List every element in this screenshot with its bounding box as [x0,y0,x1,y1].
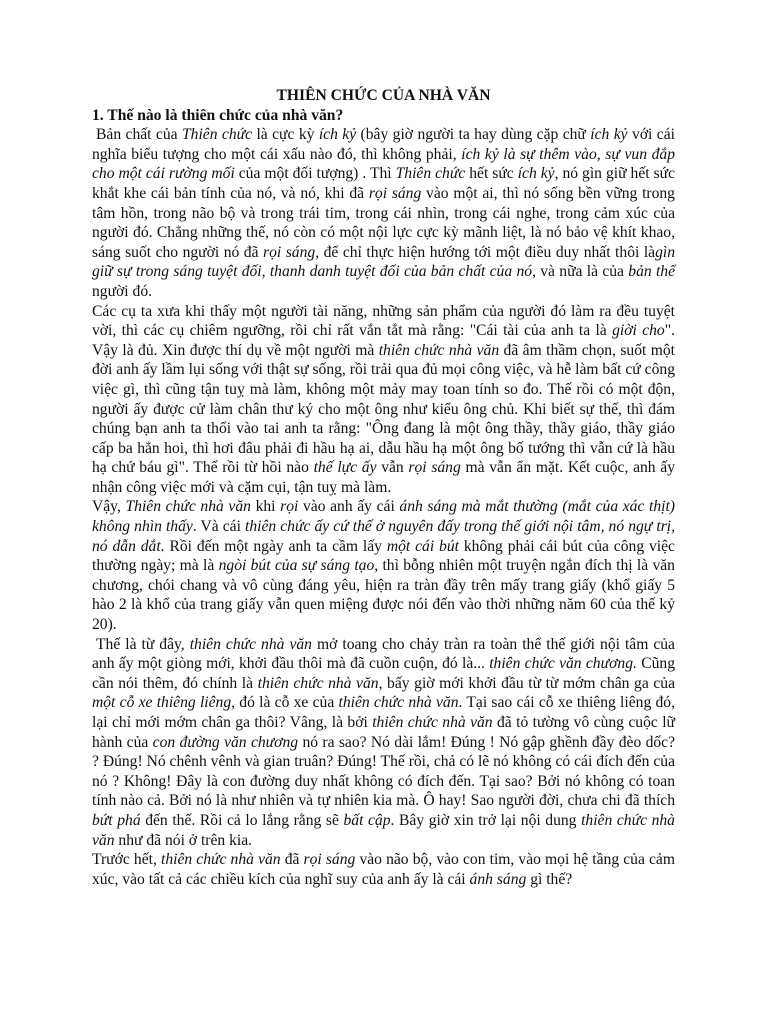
italic-run: ánh sáng [469,870,527,888]
paragraph [92,125,675,301]
text-run: là cực kỳ [252,126,319,144]
document-title: THIÊN CHỨC CỦA NHÀ VĂN [276,87,491,104]
text-run: , để chỉ thực hiện hướng tới một điều duy nhất thôi là [315,243,656,261]
text-run: khi [250,498,281,516]
text-run: Vậy, [92,498,126,516]
text-run: gì thế? [526,870,573,888]
text-run: đã tỏ tường vô cùng cuộc lữ hành của [92,714,675,751]
italic-run: một cỗ xe thiêng liêng [92,694,232,712]
italic-run: thiên chức nhà văn [92,811,675,849]
text-run: Thế là từ đây, [96,635,190,653]
italic-run: ngòi bút của sự sáng tạo [218,557,375,575]
text-run: , đó là cỗ xe của [231,694,339,712]
italic-run: ích kỷ [318,126,357,144]
italic-run: thiên chức văn chương. [489,655,637,673]
text-run: ". Vậy là đủ. Xin được thí dụ về một người mà [92,322,675,359]
text-run: với cái nghĩa biểu tượng cho một cái xấu nào đó, thì không phải, [92,126,675,163]
italic-run: rọi [280,498,299,516]
italic-run: thiên chức nhà văn [189,635,312,653]
italic-run: Thiên chức [395,165,466,183]
italic-run: rọi sáng [303,851,356,869]
text-run: Trước hết, [92,851,161,869]
italic-run: ích kỷ là sự thêm vào, sự vun đắp cho một cái rường mối [92,145,675,183]
text-run: (bây giờ người ta hay dùng cặp chữ [356,126,591,144]
text-run: , nó gìn giữ hết sức khắt khe cái bản tính của nó, và nó, khi đã [92,165,676,202]
italic-run: con đường văn chương [152,733,299,751]
italic-run: rọi sáng [263,243,316,261]
italic-run: bứt phá [92,811,141,829]
text-run: đã [280,851,304,869]
text-run: vào não bộ, vào con tim, vào mọi hệ tầng của cảm xúc, vào tất cả các chiều kích của nghĩ suy của anh ấy là cái [92,851,675,888]
italic-run: thiên chức nhà văn [372,714,493,731]
italic-run: thế lực ấy [313,459,377,477]
text-run: Cũng cần nói thêm, đó chính là [92,655,675,692]
text-run: , bấy giờ mới khởi đầu từ từ mớm chân ga của [378,674,675,692]
document-body [92,86,675,889]
text-run: vào anh ấy cái [298,498,400,516]
italic-run: rọi sáng [368,184,422,202]
text-run: mở toang cho chảy tràn ra toàn thể thế giới nội tâm của anh ấy một giòng mới, khởi đầu thôi mà đã cuồn cuộn, đó là... [92,635,675,673]
italic-run: thiên chức nhà văn [378,341,500,359]
text-run: vào một ai, thì nó sống bền vững trong tâm hồn, trong não bộ và trong trái tim, trong cái nhìn, trong cái nghe, trong cảm xúc của người đó. Chẳng những thế, nó còn có một nội lực cực kỳ mãnh liệt, là nó bảo vệ khít khao, sáng suốt cho người nó đã [92,184,675,261]
section-heading: 1. Thế nào là thiên chức của nhà văn? [92,106,344,124]
italic-run: bất cập [343,811,391,829]
paragraph [92,850,675,889]
paragraph [92,302,675,498]
italic-run: Thiên chức [181,126,253,144]
text-run: đã âm thầm chọn, suốt một đời anh ấy lầm lụi sống với thật sự sống, rồi trải qua đủ mọi công việc, và hễ làm bất cứ công việc gì, thì cũng tận tuỵ mà làm, không một mảy may toan tính so đo. Thế rồi có một độn, người ấy được cử làm chân thư ký cho một ông như kiểu ông chủ. Khi biết sự thế, thì đám chúng bạn anh ta thổi vào tai anh ta rằng: "Ông đang là một ông thầy, thầy giáo, thầy giáo cấp ba hẳn hoi, thì hơi đâu phải đi hầu hạ ai, dẫu hầu hạ một ông bố tướng thì vẫn cứ là hầu hạ chứ báu gì". Thế rồi từ hồi nào [92,341,675,477]
italic-run: thiên chức nhà văn [257,674,379,692]
text-run: Bản chất của [96,126,182,144]
italic-run: một cái bút [386,537,459,555]
italic-run: ích kỷ [590,126,628,144]
paragraph [92,635,675,851]
text-run: của một đối tượng) . Thì [234,165,396,183]
text-run: . Rồi đến một ngày anh ta cầm lấy [160,537,387,555]
italic-run: thiên chức nhà văn [338,694,459,712]
text-run: . Bây giờ xin trở lại nội dung [390,811,582,829]
text-run: . Và cái [192,518,246,536]
italic-run: ánh sáng mà mắt thường (mắt của xác thịt) không nhìn thấy [92,498,675,536]
italic-run: thiên chức ấy cứ thế ở nguyên đấy trong thế giới nội tâm, nó ngự trị, nó dẫn dắt [92,518,676,555]
italic-run: rọi sáng [408,459,461,477]
text-run: hết sức [465,165,518,183]
italic-run: bản thể [628,263,676,281]
italic-run: thiên chức nhà văn [160,851,281,869]
italic-run: giời cho [612,322,665,340]
text-run: , và nữa là của [532,263,629,281]
text-run: người đó. [92,282,153,300]
text-run: , thì bỗng nhiên một truyện ngắn đích thị là văn chương, chói chang và vô cùng đáng yêu, hiện ra tràn đầy trên mấy trang giấy (khổ giấy 5 hào 2 là khổ của trang giấy vẫn quen miệng được nói đến vào thời những năm 60 của thế kỷ 20). [92,557,675,634]
italic-run: ích kỷ [517,165,555,183]
text-run: . Tại sao cái cỗ xe thiêng liêng đó, lại chỉ mới mớm chân ga thôi? Vâng, là bởi [92,694,675,731]
italic-run: gìn giữ sự trong sáng tuyệt đối, thanh danh tuyệt đối của bản chất của nó [92,243,676,281]
paragraph [92,497,675,634]
text-run: vẫn [376,459,409,477]
italic-run: Thiên chức nhà văn [125,498,251,516]
text-run: Các cụ ta xưa khi thấy một người tài năng, những sản phẩm của người đó làm ra đều tuyệt vời, thì các cụ chiêm ngưỡng, rồi chỉ rất vắn tắt mà rằng: "Cái tài của anh ta là [92,302,675,340]
text-run: nó ra sao? Nó dài lắm! Đúng ! Nó gập ghềnh đầy đèo dốc? ? Đúng! Nó chênh vênh và gian truân? Đúng! Thế rồi, chả có lẽ nó không có cái đích đến của nó ? Không! Đây là con đường duy nhất không có đích đến. Tại sao? Bởi nó không có toan tính nào cả. Bởi nó là như nhiên và tự nhiên kia mà. Ô hay! Sao người đời, chưa chi đã thích [92,733,676,810]
text-run: như đã nói ở trên kia. [114,831,253,849]
text-run: mà vẫn ẩn mặt. Kết cuộc, anh ấy nhận công việc mới và cặm cụi, tận tuỵ mà làm. [92,459,675,496]
text-run: không phải cái bút của công việc thường ngày; mà là [92,537,675,575]
text-run: đến thế. Rồi cả lo lắng rằng sẽ [140,811,344,829]
